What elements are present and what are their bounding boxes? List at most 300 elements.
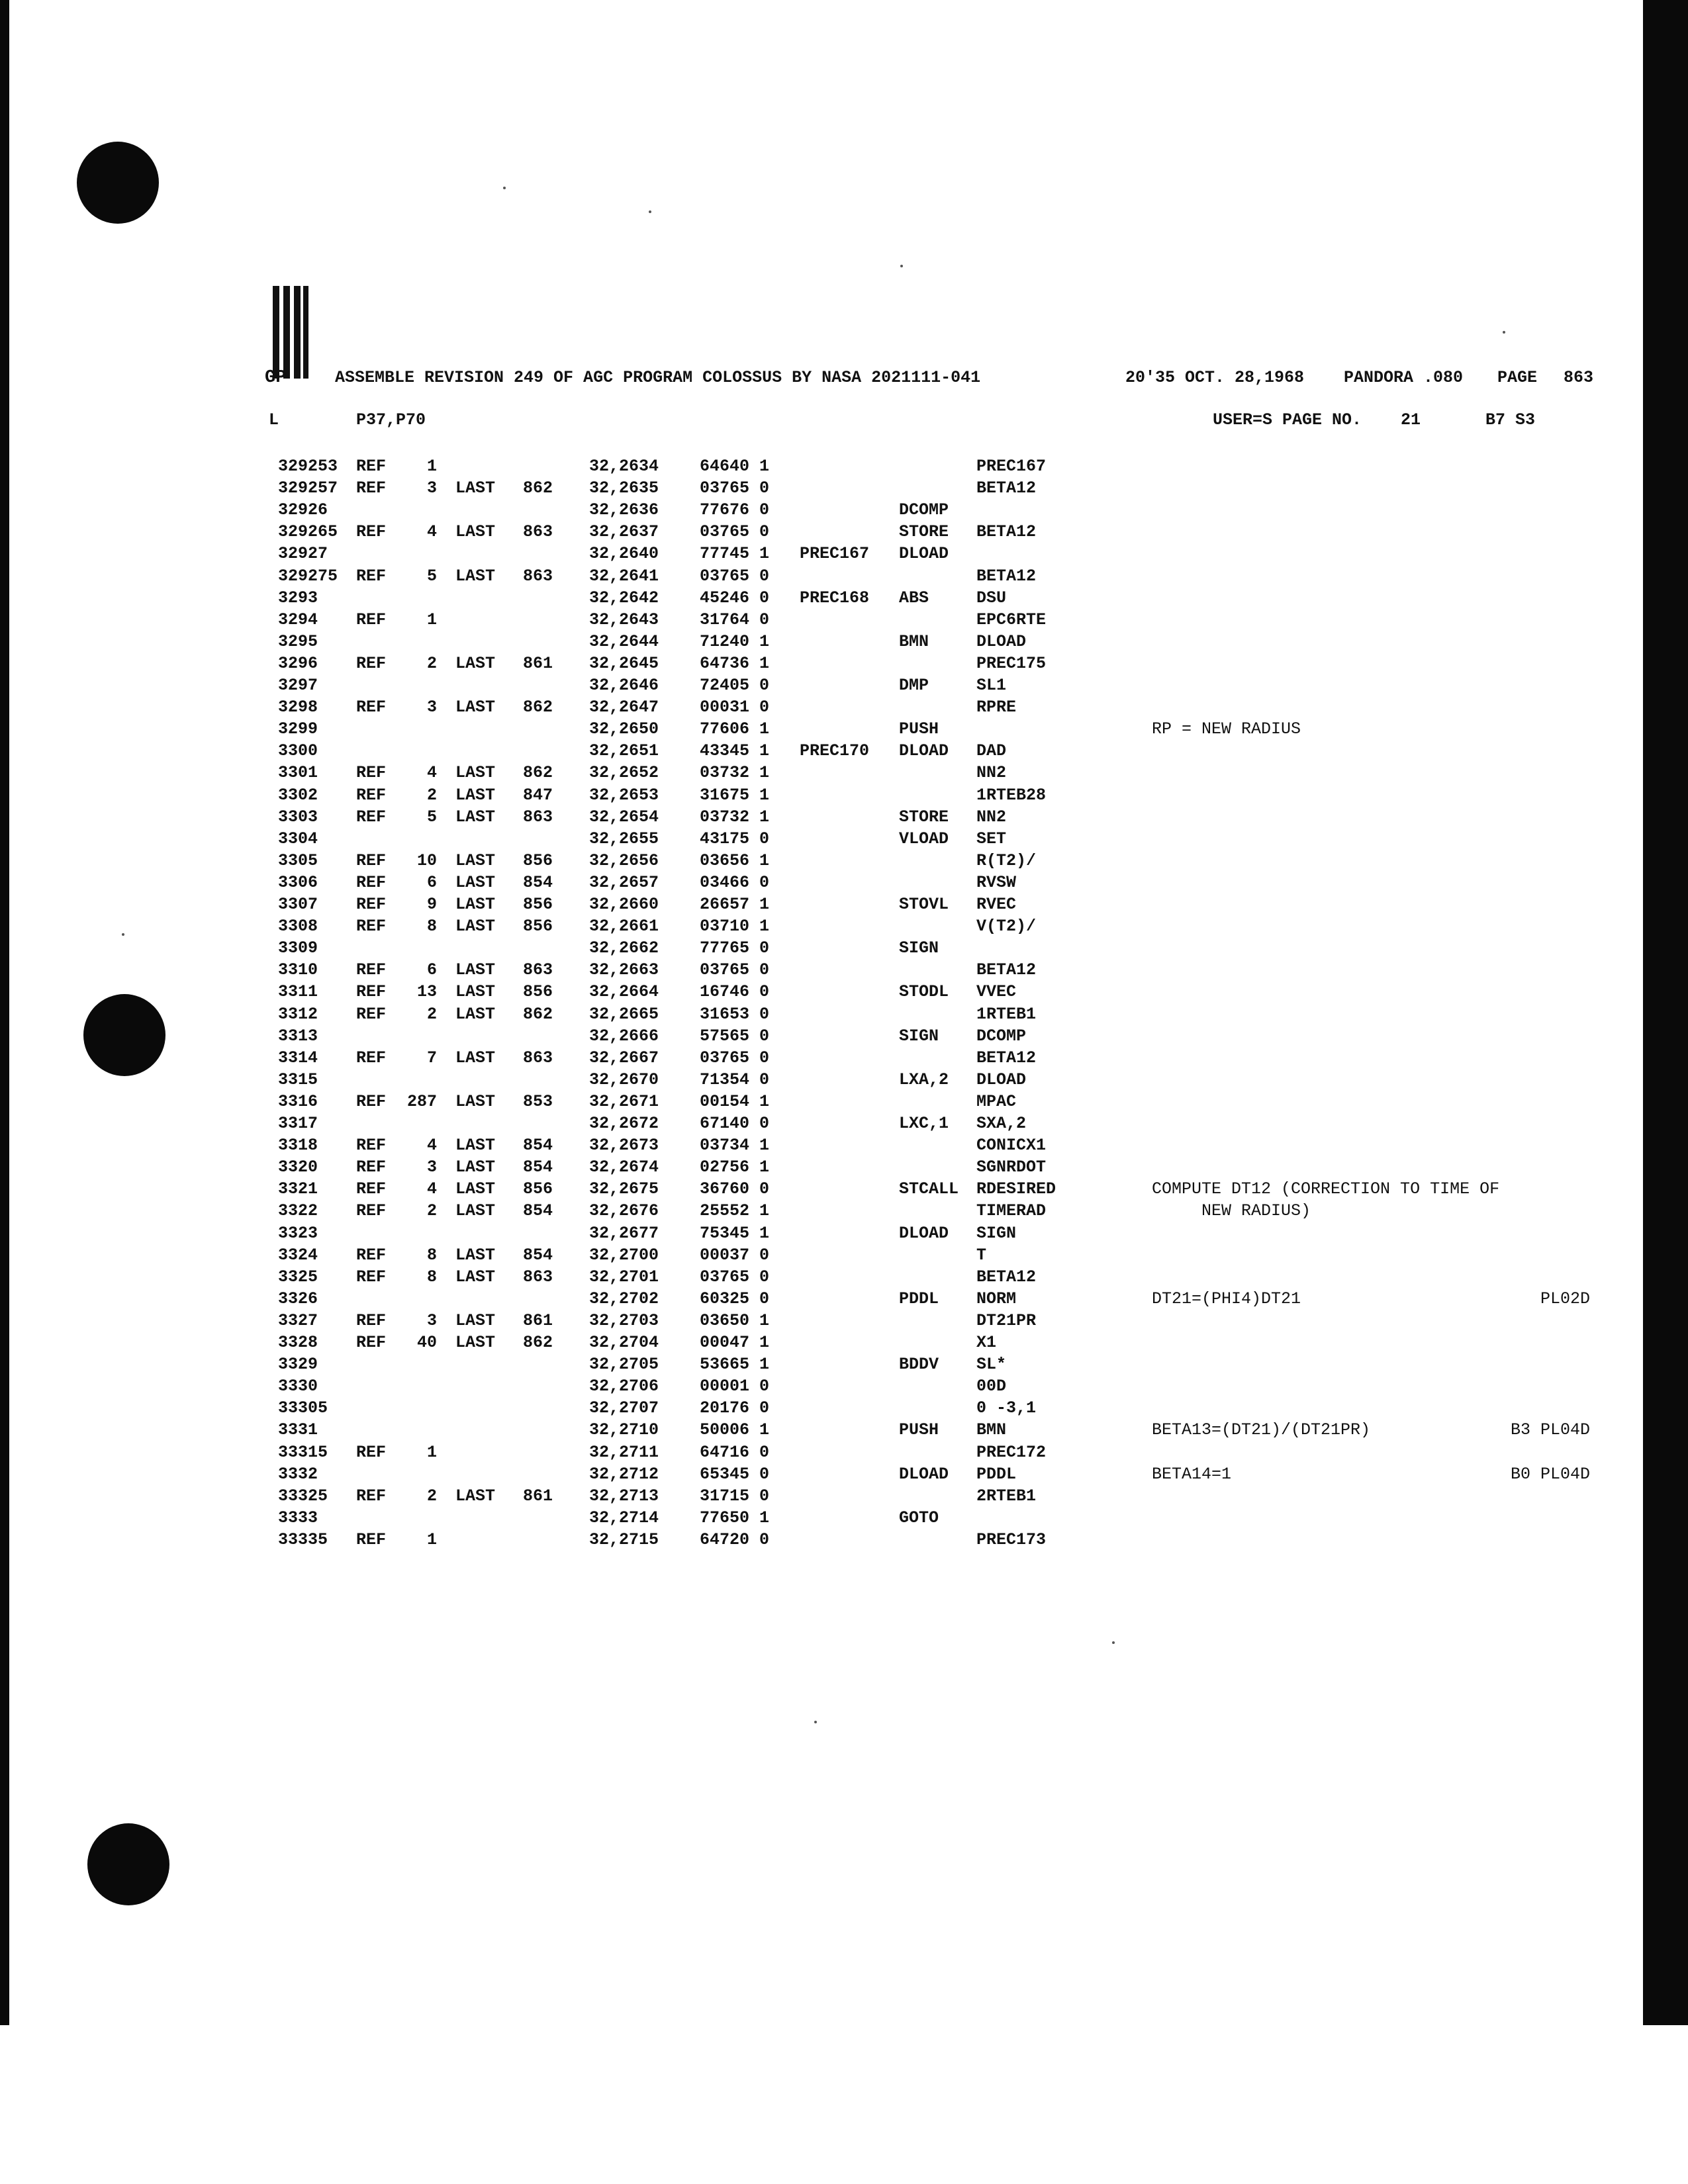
operand: PREC175 bbox=[976, 653, 1047, 673]
octal-code: 03466 0 bbox=[700, 872, 770, 892]
address: 32,2667 bbox=[589, 1048, 659, 1068]
octal-code: 03765 0 bbox=[700, 960, 770, 980]
punch-hole-bottom bbox=[87, 1823, 169, 1905]
header-pandora: PANDORA .080 bbox=[1344, 368, 1464, 387]
ref-count: 3 bbox=[426, 698, 437, 717]
operand: PREC167 bbox=[976, 457, 1047, 476]
opcode: DLOAD bbox=[899, 1223, 949, 1243]
ref-marker: REF bbox=[356, 1333, 387, 1352]
ref-count: 287 bbox=[406, 1091, 437, 1111]
ref-count: 5 bbox=[426, 807, 437, 827]
operand: X1 bbox=[976, 1333, 997, 1352]
address: 32,2675 bbox=[589, 1179, 659, 1199]
address: 32,2646 bbox=[589, 676, 659, 695]
opcode: STOVL bbox=[899, 895, 949, 914]
last-marker: LAST bbox=[455, 807, 496, 827]
octal-code: 67140 0 bbox=[700, 1114, 770, 1133]
last-marker: LAST bbox=[455, 478, 496, 498]
last-page: 863 bbox=[523, 566, 553, 586]
listing-row bbox=[0, 1398, 1688, 1420]
ref-marker: REF bbox=[356, 522, 387, 542]
operand: SL* bbox=[976, 1355, 1007, 1375]
last-page: 863 bbox=[523, 1267, 553, 1287]
ref-count: 2 bbox=[426, 1004, 437, 1024]
address: 32,2677 bbox=[589, 1223, 659, 1243]
listing-row bbox=[0, 632, 1688, 654]
last-page: 862 bbox=[523, 698, 553, 717]
header-title: ASSEMBLE REVISION 249 OF AGC PROGRAM COLOSSUS BY NASA 2021111-041 bbox=[335, 368, 981, 387]
scan-speck bbox=[649, 210, 651, 213]
octal-code: 02756 1 bbox=[700, 1158, 770, 1177]
listing-row bbox=[0, 500, 1688, 522]
opcode: VLOAD bbox=[899, 829, 949, 848]
scan-speck bbox=[503, 187, 506, 189]
operand: SGNRDOT bbox=[976, 1158, 1047, 1177]
listing-row bbox=[0, 1377, 1688, 1398]
address: 32,2670 bbox=[589, 1069, 659, 1089]
operand: PREC173 bbox=[976, 1529, 1047, 1549]
octal-code: 25552 1 bbox=[700, 1201, 770, 1221]
octal-code: 03765 0 bbox=[700, 1048, 770, 1068]
ref-marker: REF bbox=[356, 698, 387, 717]
annotation: PL02D bbox=[1540, 1289, 1590, 1308]
last-page: 856 bbox=[523, 850, 553, 870]
line-number: 3331 bbox=[278, 1420, 318, 1440]
last-marker: LAST bbox=[455, 1267, 496, 1287]
octal-code: 53665 1 bbox=[700, 1355, 770, 1375]
listing-row bbox=[0, 1201, 1688, 1223]
opcode: PUSH bbox=[899, 1420, 939, 1440]
opcode: DLOAD bbox=[899, 741, 949, 761]
octal-code: 65345 0 bbox=[700, 1464, 770, 1484]
line-number: 3314 bbox=[278, 1048, 318, 1068]
comment: BETA13=(DT21)/(DT21PR) bbox=[1152, 1420, 1371, 1440]
ref-marker: REF bbox=[356, 1136, 387, 1156]
line-number: 3328 bbox=[278, 1333, 318, 1352]
octal-code: 64720 0 bbox=[700, 1529, 770, 1549]
operand: PDDL bbox=[976, 1464, 1017, 1484]
operand: CONICX1 bbox=[976, 1136, 1047, 1156]
ref-count: 3 bbox=[426, 1158, 437, 1177]
last-marker: LAST bbox=[455, 850, 496, 870]
address: 32,2707 bbox=[589, 1398, 659, 1418]
octal-code: 43345 1 bbox=[700, 741, 770, 761]
scan-speck bbox=[122, 933, 124, 936]
ref-count: 7 bbox=[426, 1048, 437, 1068]
ref-marker: REF bbox=[356, 895, 387, 914]
line-number: 3301 bbox=[278, 763, 318, 783]
binder-marks bbox=[273, 286, 311, 379]
line-number: 3313 bbox=[278, 1026, 318, 1046]
operand: RVEC bbox=[976, 895, 1017, 914]
line-number: 3305 bbox=[278, 850, 318, 870]
last-page: 862 bbox=[523, 478, 553, 498]
listing-row bbox=[0, 873, 1688, 895]
header-datetime: 20'35 OCT. 28,1968 bbox=[1125, 368, 1305, 387]
subheader-user-page-number: 21 bbox=[1401, 410, 1421, 430]
last-page: 856 bbox=[523, 917, 553, 936]
last-page: 863 bbox=[523, 807, 553, 827]
address: 32,2635 bbox=[589, 478, 659, 498]
listing-row bbox=[0, 654, 1688, 676]
last-page: 862 bbox=[523, 1333, 553, 1352]
octal-code: 31764 0 bbox=[700, 610, 770, 629]
line-number: 3315 bbox=[278, 1069, 318, 1089]
listing-row bbox=[0, 457, 1688, 478]
octal-code: 00001 0 bbox=[700, 1377, 770, 1396]
opcode: BMN bbox=[899, 631, 929, 651]
last-page: 854 bbox=[523, 1201, 553, 1221]
opcode: SIGN bbox=[899, 938, 939, 958]
address: 32,2641 bbox=[589, 566, 659, 586]
operand: V(T2)/ bbox=[976, 917, 1037, 936]
address: 32,2714 bbox=[589, 1508, 659, 1527]
last-page: 847 bbox=[523, 785, 553, 805]
line-number: 33325 bbox=[278, 1486, 328, 1506]
ref-marker: REF bbox=[356, 763, 387, 783]
operand: 0 -3,1 bbox=[976, 1398, 1037, 1418]
ref-marker: REF bbox=[356, 478, 387, 498]
ref-count: 2 bbox=[426, 1201, 437, 1221]
opcode: DLOAD bbox=[899, 544, 949, 564]
comment: COMPUTE DT12 (CORRECTION TO TIME OF bbox=[1152, 1179, 1500, 1199]
address: 32,2644 bbox=[589, 631, 659, 651]
annotation: B3 PL04D bbox=[1510, 1420, 1590, 1440]
ref-marker: REF bbox=[356, 1529, 387, 1549]
listing-row bbox=[0, 567, 1688, 588]
ref-marker: REF bbox=[356, 1048, 387, 1068]
opcode: STORE bbox=[899, 522, 949, 542]
last-page: 856 bbox=[523, 982, 553, 1002]
listing-row bbox=[0, 1486, 1688, 1508]
opcode: LXC,1 bbox=[899, 1114, 949, 1133]
ref-count: 5 bbox=[426, 566, 437, 586]
last-page: 862 bbox=[523, 1004, 553, 1024]
address: 32,2664 bbox=[589, 982, 659, 1002]
address: 32,2703 bbox=[589, 1310, 659, 1330]
address: 32,2643 bbox=[589, 610, 659, 629]
ref-count: 1 bbox=[426, 1529, 437, 1549]
octal-code: 72405 0 bbox=[700, 676, 770, 695]
opcode: STORE bbox=[899, 807, 949, 827]
operand: RVSW bbox=[976, 872, 1017, 892]
ref-count: 40 bbox=[416, 1333, 437, 1352]
operand: NN2 bbox=[976, 763, 1007, 783]
octal-code: 16746 0 bbox=[700, 982, 770, 1002]
line-number: 329253 bbox=[278, 457, 338, 476]
line-number: 3294 bbox=[278, 610, 318, 629]
last-page: 856 bbox=[523, 1179, 553, 1199]
operand: RDESIRED bbox=[976, 1179, 1056, 1199]
operand: R(T2)/ bbox=[976, 850, 1037, 870]
operand: BETA12 bbox=[976, 522, 1037, 542]
listing-row bbox=[0, 1048, 1688, 1070]
ref-count: 1 bbox=[426, 457, 437, 476]
listing-row bbox=[0, 960, 1688, 982]
octal-code: 45246 0 bbox=[700, 588, 770, 608]
ref-marker: REF bbox=[356, 872, 387, 892]
octal-code: 03732 1 bbox=[700, 763, 770, 783]
operand: DT21PR bbox=[976, 1310, 1037, 1330]
address: 32,2656 bbox=[589, 850, 659, 870]
address: 32,2645 bbox=[589, 653, 659, 673]
address: 32,2710 bbox=[589, 1420, 659, 1440]
line-number: 32926 bbox=[278, 500, 328, 520]
operand: BMN bbox=[976, 1420, 1007, 1440]
operand: 00D bbox=[976, 1377, 1007, 1396]
opcode: DCOMP bbox=[899, 500, 949, 520]
ref-marker: REF bbox=[356, 1091, 387, 1111]
ref-count: 1 bbox=[426, 610, 437, 629]
listing-row bbox=[0, 1355, 1688, 1377]
line-number: 3293 bbox=[278, 588, 318, 608]
line-number: 3297 bbox=[278, 676, 318, 695]
listing-row bbox=[0, 1289, 1688, 1311]
line-number: 3309 bbox=[278, 938, 318, 958]
octal-code: 03765 0 bbox=[700, 478, 770, 498]
opcode: STODL bbox=[899, 982, 949, 1002]
header-marker: GP bbox=[265, 368, 287, 388]
opcode: DLOAD bbox=[899, 1464, 949, 1484]
ref-count: 10 bbox=[416, 850, 437, 870]
listing-row bbox=[0, 917, 1688, 938]
listing-row bbox=[0, 829, 1688, 851]
comment: NEW RADIUS) bbox=[1152, 1201, 1311, 1221]
last-page: 854 bbox=[523, 872, 553, 892]
last-marker: LAST bbox=[455, 960, 496, 980]
operand: DCOMP bbox=[976, 1026, 1027, 1046]
operand: BETA12 bbox=[976, 960, 1037, 980]
line-number: 3324 bbox=[278, 1245, 318, 1265]
line-number: 329265 bbox=[278, 522, 338, 542]
last-marker: LAST bbox=[455, 872, 496, 892]
last-page: 854 bbox=[523, 1136, 553, 1156]
octal-code: 57565 0 bbox=[700, 1026, 770, 1046]
line-number: 33335 bbox=[278, 1529, 328, 1549]
line-number: 3302 bbox=[278, 785, 318, 805]
subheader-left-mark: L bbox=[269, 410, 279, 430]
octal-code: 77676 0 bbox=[700, 500, 770, 520]
octal-code: 50006 1 bbox=[700, 1420, 770, 1440]
ref-marker: REF bbox=[356, 1245, 387, 1265]
listing-row bbox=[0, 982, 1688, 1004]
line-number: 3307 bbox=[278, 895, 318, 914]
listing-row bbox=[0, 1070, 1688, 1092]
address: 32,2712 bbox=[589, 1464, 659, 1484]
listing-row bbox=[0, 1508, 1688, 1530]
line-number: 3317 bbox=[278, 1114, 318, 1133]
last-marker: LAST bbox=[455, 917, 496, 936]
ref-count: 4 bbox=[426, 1136, 437, 1156]
ref-count: 9 bbox=[426, 895, 437, 914]
operand: SL1 bbox=[976, 676, 1007, 695]
operand: DLOAD bbox=[976, 631, 1027, 651]
operand: VVEC bbox=[976, 982, 1017, 1002]
address: 32,2704 bbox=[589, 1333, 659, 1352]
operand: PREC172 bbox=[976, 1442, 1047, 1462]
label: PREC170 bbox=[800, 741, 870, 761]
last-page: 861 bbox=[523, 1486, 553, 1506]
address: 32,2665 bbox=[589, 1004, 659, 1024]
opcode: PDDL bbox=[899, 1289, 939, 1308]
last-marker: LAST bbox=[455, 1091, 496, 1111]
address: 32,2702 bbox=[589, 1289, 659, 1308]
listing-row bbox=[0, 698, 1688, 719]
address: 32,2642 bbox=[589, 588, 659, 608]
annotation: B0 PL04D bbox=[1510, 1464, 1590, 1484]
operand: SET bbox=[976, 829, 1007, 848]
ref-marker: REF bbox=[356, 1004, 387, 1024]
ref-marker: REF bbox=[356, 807, 387, 827]
operand: BETA12 bbox=[976, 1048, 1037, 1068]
address: 32,2653 bbox=[589, 785, 659, 805]
scan-speck bbox=[1503, 331, 1505, 334]
line-number: 3310 bbox=[278, 960, 318, 980]
last-page: 863 bbox=[523, 1048, 553, 1068]
operand: NN2 bbox=[976, 807, 1007, 827]
operand: MPAC bbox=[976, 1091, 1017, 1111]
ref-count: 2 bbox=[426, 785, 437, 805]
last-marker: LAST bbox=[455, 1004, 496, 1024]
ref-marker: REF bbox=[356, 917, 387, 936]
line-number: 329275 bbox=[278, 566, 338, 586]
address: 32,2701 bbox=[589, 1267, 659, 1287]
last-marker: LAST bbox=[455, 895, 496, 914]
last-marker: LAST bbox=[455, 1245, 496, 1265]
line-number: 3300 bbox=[278, 741, 318, 761]
header-page-label: PAGE bbox=[1497, 368, 1538, 387]
operand: BETA12 bbox=[976, 566, 1037, 586]
octal-code: 77765 0 bbox=[700, 938, 770, 958]
operand: BETA12 bbox=[976, 1267, 1037, 1287]
address: 32,2636 bbox=[589, 500, 659, 520]
listing-row bbox=[0, 1333, 1688, 1355]
operand: 2RTEB1 bbox=[976, 1486, 1037, 1506]
operand: T bbox=[976, 1245, 987, 1265]
line-number: 3327 bbox=[278, 1310, 318, 1330]
listing-row bbox=[0, 544, 1688, 566]
last-page: 861 bbox=[523, 1310, 553, 1330]
ref-count: 4 bbox=[426, 763, 437, 783]
scan-speck bbox=[900, 265, 903, 267]
ref-marker: REF bbox=[356, 1158, 387, 1177]
last-marker: LAST bbox=[455, 698, 496, 717]
ref-marker: REF bbox=[356, 1442, 387, 1462]
address: 32,2661 bbox=[589, 917, 659, 936]
octal-code: 71240 1 bbox=[700, 631, 770, 651]
octal-code: 31653 0 bbox=[700, 1004, 770, 1024]
address: 32,2662 bbox=[589, 938, 659, 958]
listing-row bbox=[0, 741, 1688, 763]
address: 32,2663 bbox=[589, 960, 659, 980]
last-marker: LAST bbox=[455, 653, 496, 673]
octal-code: 03732 1 bbox=[700, 807, 770, 827]
line-number: 3326 bbox=[278, 1289, 318, 1308]
listing-row bbox=[0, 1420, 1688, 1442]
octal-code: 31715 0 bbox=[700, 1486, 770, 1506]
listing-row bbox=[0, 1267, 1688, 1289]
ref-marker: REF bbox=[356, 610, 387, 629]
listing-row bbox=[0, 938, 1688, 960]
octal-code: 03734 1 bbox=[700, 1136, 770, 1156]
octal-code: 26657 1 bbox=[700, 895, 770, 914]
listing-row bbox=[0, 676, 1688, 698]
octal-code: 03765 0 bbox=[700, 1267, 770, 1287]
last-page: 854 bbox=[523, 1245, 553, 1265]
octal-code: 77606 1 bbox=[700, 719, 770, 739]
ref-count: 4 bbox=[426, 1179, 437, 1199]
listing-row bbox=[0, 1136, 1688, 1158]
operand: BETA12 bbox=[976, 478, 1037, 498]
address: 32,2672 bbox=[589, 1114, 659, 1133]
octal-code: 77745 1 bbox=[700, 544, 770, 564]
address: 32,2634 bbox=[589, 457, 659, 476]
operand: DAD bbox=[976, 741, 1007, 761]
address: 32,2706 bbox=[589, 1377, 659, 1396]
address: 32,2650 bbox=[589, 719, 659, 739]
operand: 1RTEB28 bbox=[976, 785, 1047, 805]
ref-marker: REF bbox=[356, 1201, 387, 1221]
subheader-user-page: USER=S PAGE NO. bbox=[1213, 410, 1362, 430]
ref-marker: REF bbox=[356, 960, 387, 980]
last-marker: LAST bbox=[455, 566, 496, 586]
last-marker: LAST bbox=[455, 1179, 496, 1199]
line-number: 3318 bbox=[278, 1136, 318, 1156]
line-number: 33315 bbox=[278, 1442, 328, 1462]
address: 32,2713 bbox=[589, 1486, 659, 1506]
comment: RP = NEW RADIUS bbox=[1152, 719, 1301, 739]
operand: RPRE bbox=[976, 698, 1017, 717]
listing-row bbox=[0, 1311, 1688, 1333]
address: 32,2637 bbox=[589, 522, 659, 542]
ref-count: 8 bbox=[426, 917, 437, 936]
line-number: 3306 bbox=[278, 872, 318, 892]
listing-row bbox=[0, 478, 1688, 500]
ref-marker: REF bbox=[356, 457, 387, 476]
address: 32,2700 bbox=[589, 1245, 659, 1265]
ref-count: 2 bbox=[426, 653, 437, 673]
octal-code: 43175 0 bbox=[700, 829, 770, 848]
address: 32,2640 bbox=[589, 544, 659, 564]
address: 32,2655 bbox=[589, 829, 659, 848]
ref-count: 3 bbox=[426, 478, 437, 498]
line-number: 33305 bbox=[278, 1398, 328, 1418]
octal-code: 20176 0 bbox=[700, 1398, 770, 1418]
last-page: 862 bbox=[523, 763, 553, 783]
subheader-code: B7 S3 bbox=[1485, 410, 1536, 430]
octal-code: 03710 1 bbox=[700, 917, 770, 936]
address: 32,2711 bbox=[589, 1442, 659, 1462]
scan-speck bbox=[1112, 1641, 1115, 1644]
octal-code: 00047 1 bbox=[700, 1333, 770, 1352]
octal-code: 64736 1 bbox=[700, 653, 770, 673]
ref-count: 6 bbox=[426, 872, 437, 892]
ref-count: 8 bbox=[426, 1245, 437, 1265]
ref-marker: REF bbox=[356, 785, 387, 805]
ref-count: 8 bbox=[426, 1267, 437, 1287]
ref-marker: REF bbox=[356, 1310, 387, 1330]
opcode: PUSH bbox=[899, 719, 939, 739]
octal-code: 03656 1 bbox=[700, 850, 770, 870]
listing-row bbox=[0, 1246, 1688, 1267]
octal-code: 71354 0 bbox=[700, 1069, 770, 1089]
octal-code: 03765 0 bbox=[700, 522, 770, 542]
ref-marker: REF bbox=[356, 1179, 387, 1199]
label: PREC168 bbox=[800, 588, 870, 608]
label: PREC167 bbox=[800, 544, 870, 564]
opcode: BDDV bbox=[899, 1355, 939, 1375]
address: 32,2666 bbox=[589, 1026, 659, 1046]
